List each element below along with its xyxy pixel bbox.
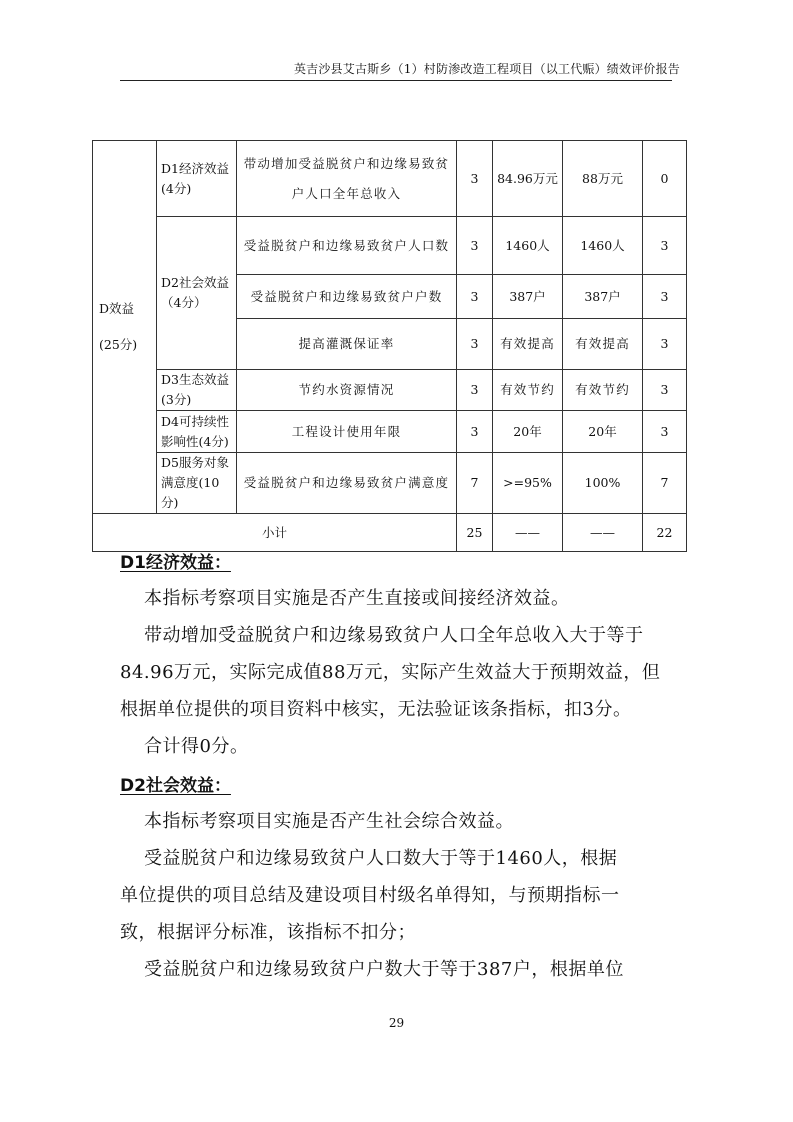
score-cell: 3	[457, 141, 493, 217]
evaluation-table	[92, 140, 687, 552]
d1-paragraph: 带动增加受益脱贫户和边缘易致贫户人口全年总收入大于等于	[144, 625, 644, 646]
d1-paragraph: 合计得0分。	[144, 736, 249, 757]
indicator-cell: 受益脱贫户和边缘易致贫户满意度	[237, 453, 457, 514]
subtotal-score: 25	[457, 514, 493, 552]
d2-heading: D2社会效益：	[120, 776, 231, 796]
d2-paragraph: 本指标考察项目实施是否产生社会综合效益。	[144, 811, 514, 832]
indicator-cell: 工程设计使用年限	[237, 411, 457, 453]
actual-cell: 100%	[563, 453, 643, 514]
d2-paragraph: 受益脱贫户和边缘易致贫户户数大于等于387户，根据单位	[144, 959, 624, 980]
result-cell: 3	[643, 217, 687, 275]
sub-category-cell: D5服务对象满意度(10分)	[157, 453, 237, 514]
target-cell: 1460人	[493, 217, 563, 275]
actual-cell: 88万元	[563, 141, 643, 217]
sub-category-cell: D2社会效益（4分）	[157, 217, 237, 370]
target-cell: 20年	[493, 411, 563, 453]
subtotal-row	[93, 514, 687, 552]
page-header-title: 英吉沙县艾古斯乡（1）村防渗改造工程项目（以工代赈）绩效评价报告	[293, 62, 680, 76]
indicator-cell: 受益脱贫户和边缘易致贫户人口数	[237, 217, 457, 275]
result-cell: 3	[643, 370, 687, 411]
d2-paragraph: 单位提供的项目总结及建设项目村级名单得知，与预期指标一	[120, 885, 620, 906]
score-cell: 3	[457, 411, 493, 453]
target-cell: 387户	[493, 275, 563, 319]
result-cell: 3	[643, 319, 687, 370]
score-cell: 3	[457, 275, 493, 319]
subtotal-result: 22	[643, 514, 687, 552]
actual-cell: 387户	[563, 275, 643, 319]
actual-cell: 1460人	[563, 217, 643, 275]
sub-category-cell: D4可持续性影响性(4分)	[157, 411, 237, 453]
subtotal-label: 小计	[93, 514, 457, 552]
actual-cell: 有效节约	[563, 370, 643, 411]
d1-paragraph: 84.96万元，实际完成值88万元，实际产生效益大于预期效益，但	[120, 662, 661, 683]
indicator-cell: 提高灌溉保证率	[237, 319, 457, 370]
d2-paragraph: 受益脱贫户和边缘易致贫户人口数大于等于1460人，根据	[144, 848, 618, 869]
indicator-cell: 节约水资源情况	[237, 370, 457, 411]
subtotal-target: ——	[493, 514, 563, 552]
indicator-cell: 受益脱贫户和边缘易致贫户户数	[237, 275, 457, 319]
subtotal-actual: ——	[563, 514, 643, 552]
result-cell: 0	[643, 141, 687, 217]
table-row	[93, 453, 687, 514]
header-rule	[120, 80, 672, 81]
d1-heading: D1经济效益：	[120, 553, 231, 573]
result-cell: 7	[643, 453, 687, 514]
target-cell: 有效节约	[493, 370, 563, 411]
score-cell: 3	[457, 319, 493, 370]
category-cell: D效益(25分)	[93, 141, 157, 514]
target-cell: >=95%	[493, 453, 563, 514]
table-row	[93, 411, 687, 453]
sub-category-cell: D3生态效益(3分)	[157, 370, 237, 411]
actual-cell: 20年	[563, 411, 643, 453]
table-row	[93, 217, 687, 275]
d1-paragraph: 根据单位提供的项目资料中核实，无法验证该条指标，扣3分。	[120, 699, 632, 720]
d1-paragraph: 本指标考察项目实施是否产生直接或间接经济效益。	[144, 588, 570, 609]
score-cell: 3	[457, 370, 493, 411]
sub-category-cell: D1经济效益(4分)	[157, 141, 237, 217]
page-number: 29	[388, 1016, 405, 1030]
score-cell: 7	[457, 453, 493, 514]
actual-cell: 有效提高	[563, 319, 643, 370]
indicator-cell: 带动增加受益脱贫户和边缘易致贫户人口全年总收入	[237, 141, 457, 217]
d2-paragraph: 致，根据评分标准，该指标不扣分；	[120, 922, 416, 943]
result-cell: 3	[643, 411, 687, 453]
table-row	[93, 370, 687, 411]
target-cell: 有效提高	[493, 319, 563, 370]
result-cell: 3	[643, 275, 687, 319]
score-cell: 3	[457, 217, 493, 275]
target-cell: 84.96万元	[493, 141, 563, 217]
table-row	[93, 141, 687, 217]
